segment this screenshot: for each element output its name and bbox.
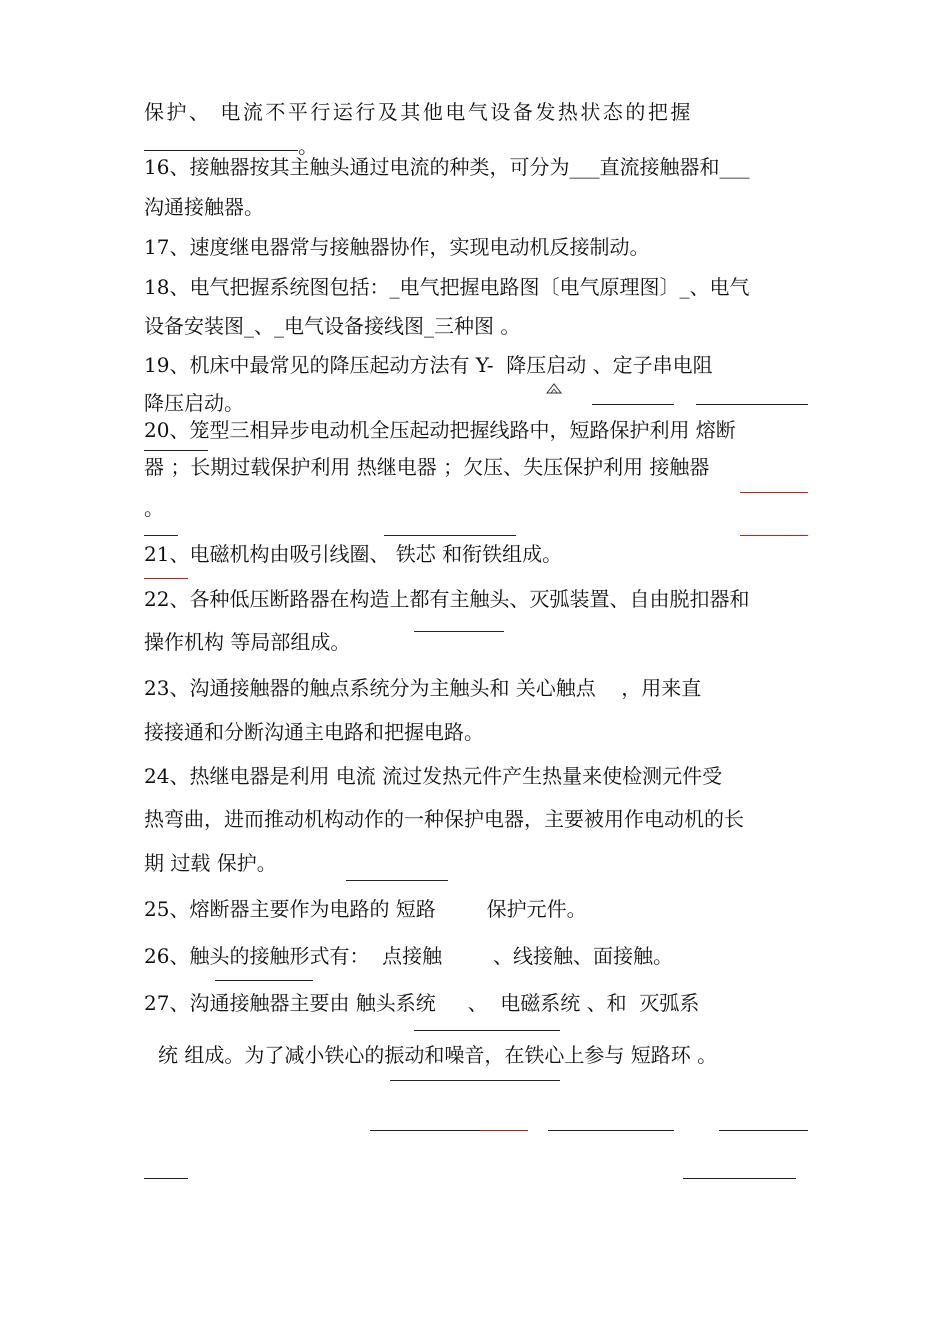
triangle-mark-icon [545, 382, 563, 394]
underline [740, 492, 808, 493]
text-line: 统 组成。为了减小铁心的振动和噪音，在铁心上参与 短路环 。 [158, 1043, 718, 1067]
text-line: 27、沟通接触器主要由 触头系统 、 电磁系统 、和 灭弧系 [144, 991, 700, 1015]
text-line: 16、接触器按其主触头通过电流的种类，可分为___直流接触器和___ [144, 155, 750, 179]
text-line: 19、机床中最常见的降压起动方法有 Y- 降压启动 、定子串电阻 [144, 353, 713, 377]
text-line: 热弯曲，进而推动机构动作的一种保护电器，主要被用作电动机的长 [144, 807, 744, 831]
underline [696, 404, 808, 405]
text-line: 保护、 电流不平行运行及其他电气设备发热状态的把握 [144, 100, 693, 124]
text-line: 22、各种低压断路器在构造上都有主触头、灭弧装置、自由脱扣器和 [144, 587, 750, 611]
underline [683, 1178, 796, 1179]
underline [144, 150, 298, 151]
text-line: 。 [298, 134, 318, 158]
underline [548, 1130, 674, 1131]
text-line: 操作机构 等局部组成。 [144, 630, 351, 654]
text-line: 24、热继电器是利用 电流 流过发热元件产生热量来使检测元件受 [144, 764, 723, 788]
underline [480, 1130, 528, 1131]
underline [592, 404, 674, 405]
underline [384, 535, 516, 536]
underline [144, 450, 208, 451]
underline [144, 1178, 188, 1179]
text-line: 接接通和分断沟通主电路和把握电路。 [144, 720, 484, 744]
text-line: 23、沟通接触器的触点系统分为主触头和 关心触点 ，用来直 [144, 676, 702, 700]
text-line: 设备安装图_、_电气设备接线图_三种图 。 [144, 314, 521, 338]
text-line: 21、电磁机构由吸引线圈、 铁芯 和衔铁组成。 [144, 542, 563, 566]
underline [215, 980, 313, 981]
text-line: 18、电气把握系统图包括：_电气把握电路图〔电气原理图〕_、电气 [144, 275, 750, 299]
underline [346, 880, 448, 881]
underline [414, 631, 504, 632]
text-line: 。 [144, 496, 164, 520]
text-line: 降压启动。 [144, 391, 244, 415]
text-line: 期 过载 保护。 [144, 851, 277, 875]
text-line: 20、笼型三相异步电动机全压起动把握线路中，短路保护利用 熔断 [144, 418, 736, 442]
text-line: 26、触头的接触形式有： 点接触 、线接触、面接触。 [144, 944, 674, 968]
underline [390, 1080, 560, 1081]
text-line: 器 ；长期过载保护利用 热继电器 ；欠压、失压保护利用 接触器 [144, 455, 710, 479]
underline [740, 535, 808, 536]
underline [370, 1130, 480, 1131]
underline [144, 535, 178, 536]
underline [144, 578, 188, 579]
underline [414, 1030, 560, 1031]
text-line: 沟通接触器。 [144, 195, 264, 219]
text-line: 25、熔断器主要作为电路的 短路 保护元件。 [144, 897, 587, 921]
underline [719, 1130, 808, 1131]
text-line: 17、速度继电器常与接触器协作，实现电动机反接制动。 [144, 235, 650, 259]
